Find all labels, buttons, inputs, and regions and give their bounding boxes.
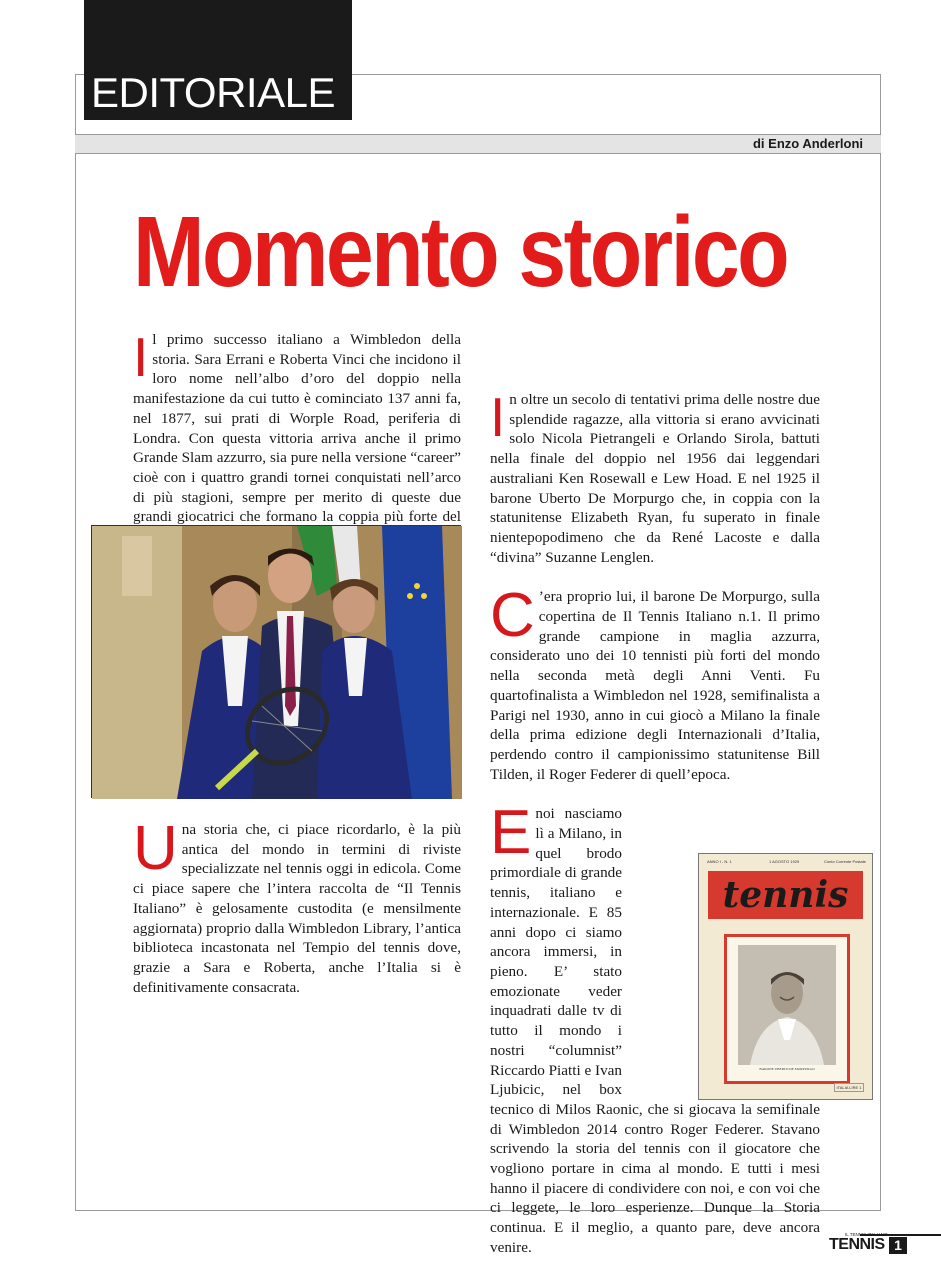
paragraph-4 [490, 581, 820, 784]
paragraph-4-text: ’era proprio lui, il barone De Morpurgo, sulla copertina de Il Tennis Italiano n.1. Il primo grande campione in maglia azzurra, considerato uno dei 10 tennisti più forti del mondo nella seconda metà degli Anni Venti. Fu quartofinalista a Wimbledon nel 1928, semifinalista a Parigi nel 1930, anno in cui giocò a Milano la finale della prima edizione degli Internazionali d’Italia, perdendo contro il campionissimo statunitense Bill Tilden, il Roger Federer di quell’epoca. [490, 588, 820, 783]
cover-meta-mid: 1 AGOSTO 1929 [769, 859, 800, 864]
cover-portrait [738, 945, 836, 1065]
paragraph-5-text: noi nasciamo lì a Milano, in quel brodo primordiale di grande tennis, italiano e internazionale. E 85 anni dopo ci siamo ancora immersi, in pieno. E’ stato emozionate veder inquadrati dalle tv di tutto il mondo i nostri “columnist” Riccardo Piatti e Ivan Ljubicic, nel box tecnico di Milos Raonic, che si giocava la semifinale di Wimbledon 2014 contro Roger Federer. Stavano scrivendo la storia del tennis con il giocatore che vogliono portare in cima al mondo. E tutti i mesi hanno il piacere di condividere con noi, e con voi che ci leggete, le loro esperienze. Dunque la Storia continua. E il meglio, a quanto pare, deve ancora venire. [490, 805, 820, 1256]
footer-logo [829, 1232, 909, 1255]
paragraph-2 [133, 814, 461, 997]
dropcap-u: U [133, 814, 178, 883]
cover-portrait-frame [724, 934, 850, 1084]
cover-caption: BARONE UBERTO DE MORPURGO [759, 1067, 815, 1071]
paragraph-3-text: n oltre un secolo di tentativi prima delle nostre due splendide ragazze, alla vittoria si erano avvicinati solo Nicola Pietrangeli e Orlando Sirola, battuti nella finale del doppio nel 1956 dai leggendari australiani Ken Rosewall e Lew Hoad. E nel 1925 il barone Uberto De Morpurgo che, in coppia con la statunitense Elizabeth Ryan, fu superato in finale nientepopodimeno che da René Lacoste e dalla “divina” Suzanne Lenglen. [490, 391, 820, 566]
section-label: EDITORIALE [91, 69, 335, 116]
dropcap-e: E [490, 798, 532, 868]
col1-upper [133, 326, 461, 526]
portrait-illustration [738, 945, 836, 1065]
byline-bar [75, 134, 881, 154]
cover-meta-right: Conto Corrente Postale [824, 859, 866, 864]
cover-logo-band [708, 871, 863, 919]
article-photo [91, 525, 461, 798]
dropcap-c: C [490, 581, 535, 651]
cover-logo: tennis [722, 874, 849, 916]
footer-brand-top: IL TENNIS ITALIANO [845, 1232, 888, 1237]
dropcap-i-2: I [490, 386, 506, 448]
photo-illustration [92, 526, 462, 799]
col1-lower [133, 814, 461, 1175]
paragraph-1-text: l primo successo italiano a Wimbledon della storia. Sara Errani e Roberta Vinci che incidono il loro nome nell’albo d’oro del doppio nella manifestazione da cui tutto è cominciato 137 anni fa, nel 1877, sui prati di Worple Road, periferia di Londra. Con questa vittoria arriva anche il primo Grande Slam azzurro, sia pure nella versione “career” cioè con i quattro grandi tornei conquistati nell’arco di più stagioni, sempre per merito di queste due grandi giocatrici che formano la coppia più forte del [133, 331, 461, 526]
article-title: Momento storico [133, 196, 788, 308]
page-number: 1 [889, 1237, 907, 1254]
footer-brand: TENNIS [829, 1236, 885, 1253]
dropcap-i: I [133, 326, 149, 388]
paragraph-2-text: na storia che, ci piace ricordarlo, è la più antica del mondo in termini di riviste specializzate nel tennis oggi in edicola. Come ci piace sapere che l’intera raccolta de “Il Tennis Italiano” è gelosamente custodita (e mensilmente aggiornata) proprio dalla Wimbledon Library, l’antica biblioteca incastonata nel Tempio del tennis dove, grazie a Sara e Roberta, anche l’Italia si è definitivamente consacrata. [133, 821, 461, 996]
magazine-cover [698, 853, 873, 1100]
cover-meta-left: ANNO I - N. 1 [707, 859, 732, 864]
byline: di Enzo Anderloni [752, 136, 863, 151]
cover-price: ITALIA LIRE 1 [834, 1083, 864, 1092]
paragraph-3 [490, 386, 820, 567]
